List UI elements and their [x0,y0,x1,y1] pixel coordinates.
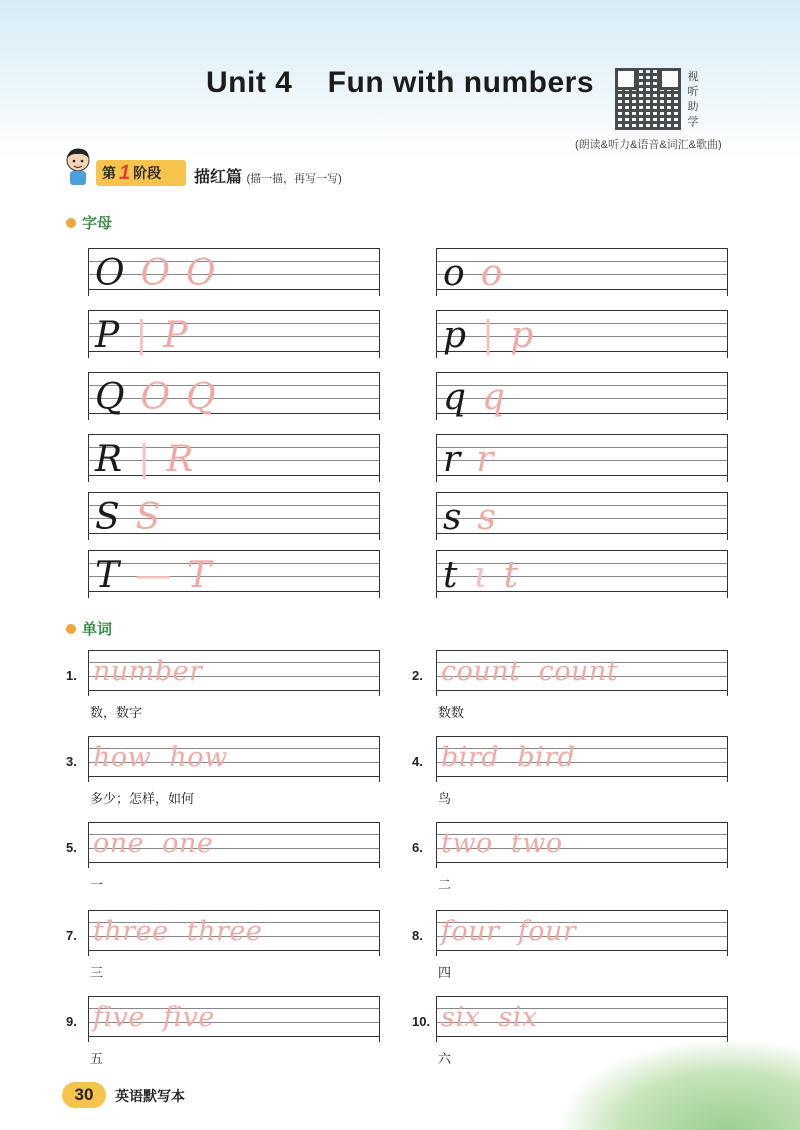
model-letter: O [95,253,125,294]
model-letter: t [443,555,458,596]
letter-box[interactable] [88,550,380,598]
word-box[interactable] [88,996,380,1042]
trace-word: five five [93,1002,215,1033]
section-label: 单词 [82,621,113,638]
model-letter: Q [95,377,125,418]
letter-box[interactable] [436,248,728,296]
trace-letter: r [476,439,494,480]
word-meaning: 六 [438,1051,452,1066]
qr-side-char: 视 [687,71,699,83]
letter-box[interactable] [436,550,728,598]
section-label: 字母 [82,215,113,232]
word-meaning: 数数 [438,705,465,720]
word-number: 1. [66,668,77,683]
trace-letter: o [480,253,503,294]
trace-letter: O [140,253,171,294]
trace-word: bird bird [441,742,576,773]
model-letter: s [443,497,462,538]
trace-word: count count [441,656,619,687]
model-letter: o [443,253,465,294]
word-box[interactable] [436,822,728,868]
footer-landscape [560,1040,800,1130]
letter-box[interactable] [436,372,728,420]
section-bullet-icon [66,218,76,228]
trace-word: one one [93,828,214,859]
trace-letter: R [166,439,194,480]
trace-letter: — [135,555,172,596]
qr-side-label [686,70,700,130]
model-letter: q [443,377,467,418]
word-meaning: 二 [438,877,452,892]
trace-word: three three [93,916,263,947]
trace-letter: | [135,315,148,356]
stage-suffix: 阶段 [133,165,162,181]
stage-prefix: 第 [102,165,116,181]
trace-word: how how [93,742,228,773]
section-words-heading [66,618,112,639]
trace-letter: Q [186,377,216,418]
word-number: 3. [66,754,77,769]
kid-mascot-icon [62,146,94,186]
stage-badge [96,160,186,186]
stage-subtitle: (描一描，再写一写) [246,173,342,185]
letter-box[interactable] [436,434,728,482]
letter-box[interactable] [88,310,380,358]
section-letters-heading [66,212,112,233]
trace-letter: T [187,555,212,596]
word-meaning: 数，数字 [90,705,143,720]
trace-letter: t [503,555,519,596]
trace-letter: | [138,439,151,480]
qr-caption: (朗读&听力&语音&词汇&歌曲) [575,139,722,151]
word-meaning: 鸟 [438,791,452,806]
letter-box[interactable] [88,434,380,482]
word-meaning: 多少；怎样，如何 [90,791,195,806]
word-box[interactable] [88,822,380,868]
trace-letter: ι [473,555,488,596]
qr-code[interactable] [615,68,681,130]
stage-title-group [194,164,342,187]
stage-title: 描红篇 [194,169,243,186]
trace-word: two two [441,828,563,859]
letter-box[interactable] [88,248,380,296]
word-box[interactable] [436,736,728,782]
page-title: Unit 4 Fun with numbers [206,66,594,99]
letter-box[interactable] [88,492,380,540]
trace-word: four four [441,916,577,947]
word-number: 9. [66,1014,77,1029]
trace-letter: O [140,377,171,418]
trace-letter: O [186,253,216,294]
qr-side-char: 学 [687,116,699,128]
word-box[interactable] [88,736,380,782]
model-letter: R [95,439,123,480]
word-number: 7. [66,928,77,943]
trace-letter: | [482,315,495,356]
word-number: 10. [412,1014,431,1029]
word-number: 6. [412,840,423,855]
word-box[interactable] [436,996,728,1042]
word-meaning: 三 [90,965,104,980]
trace-letter: s [477,497,496,538]
word-box[interactable] [436,910,728,956]
letter-box[interactable] [436,492,728,540]
word-box[interactable] [88,650,380,696]
letter-box[interactable] [436,310,728,358]
section-bullet-icon [66,624,76,634]
qr-side-char: 助 [687,101,699,113]
model-letter: S [95,497,120,538]
qr-side-char: 听 [687,86,699,98]
model-letter: P [95,315,120,356]
word-number: 8. [412,928,423,943]
word-meaning: 一 [90,877,104,892]
word-meaning: 四 [438,965,452,980]
trace-letter: S [135,497,161,538]
word-number: 4. [412,754,423,769]
word-box[interactable] [88,910,380,956]
model-letter: r [443,439,461,480]
book-title: 英语默写本 [115,1088,185,1104]
stage-number: 1 [119,161,131,184]
letter-box[interactable] [88,372,380,420]
word-number: 2. [412,668,423,683]
trace-word: number [93,656,203,687]
page-number: 30 [62,1082,106,1108]
model-letter: T [95,555,120,596]
trace-word: six six [441,1002,538,1033]
word-box[interactable] [436,650,728,696]
word-meaning: 五 [90,1051,104,1066]
trace-letter: p [510,315,534,356]
model-letter: p [443,315,467,356]
trace-letter: P [163,315,188,356]
word-number: 5. [66,840,77,855]
trace-letter: q [482,377,506,418]
